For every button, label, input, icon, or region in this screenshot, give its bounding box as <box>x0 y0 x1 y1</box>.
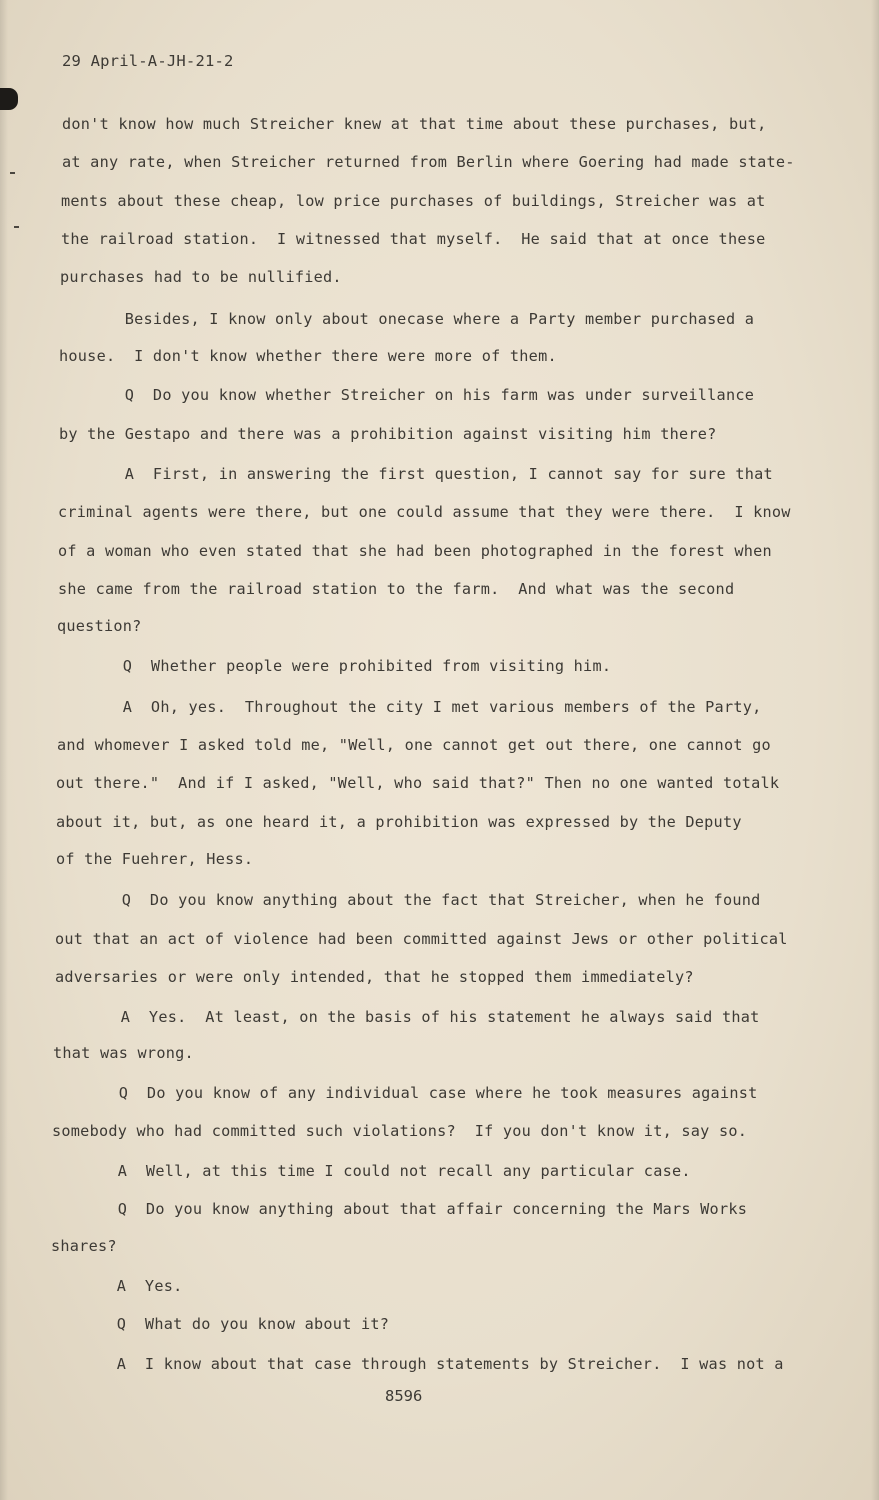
text-line: that was wrong. <box>53 1044 194 1062</box>
text-line: Q Do you know anything about that affair concerning the Mars Works <box>52 1200 748 1218</box>
margin-mark <box>10 172 15 174</box>
text-line: Besides, I know only about onecase where a Party member purchased a <box>59 310 755 328</box>
text-line: A Well, at this time I could not recall any particular case. <box>52 1162 691 1180</box>
text-line: somebody who had committed such violations? If you don't know it, say so. <box>52 1122 748 1140</box>
text-line: ments about these cheap, low price purchases of buildings, Streicher was at <box>61 192 766 210</box>
text-line: Q What do you know about it? <box>51 1315 390 1333</box>
margin-mark <box>14 226 19 228</box>
page-edge-shadow-left <box>0 0 8 1500</box>
text-line: A Yes. At least, on the basis of his statement he always said that <box>55 1008 760 1026</box>
text-line: and whomever I asked told me, "Well, one cannot get out there, one cannot go <box>57 736 771 754</box>
text-line: adversaries or were only intended, that he stopped them immediately? <box>55 968 694 986</box>
text-line: A Oh, yes. Throughout the city I met various members of the Party, <box>57 698 762 716</box>
text-line: A Yes. <box>51 1277 183 1295</box>
page-number: 8596 <box>385 1387 423 1405</box>
text-line: house. I don't know whether there were more of them. <box>59 347 557 365</box>
text-line: by the Gestapo and there was a prohibition against visiting him there? <box>59 425 717 443</box>
text-line: about it, but, as one heard it, a prohibition was expressed by the Deputy <box>56 813 742 831</box>
text-line: of the Fuehrer, Hess. <box>56 850 254 868</box>
text-line: the railroad station. I witnessed that myself. He said that at once these <box>61 230 766 248</box>
page-edge-shadow-right <box>871 0 879 1500</box>
text-line: A First, in answering the first question, I cannot say for sure that <box>59 465 773 483</box>
text-line: purchases had to be nullified. <box>60 268 342 286</box>
text-line: Q Do you know whether Streicher on his farm was under surveillance <box>59 386 755 404</box>
text-line: question? <box>57 617 142 635</box>
text-line: A I know about that case through statements by Streicher. I was not a <box>51 1355 784 1373</box>
text-line: she came from the railroad station to the farm. And what was the second <box>58 580 735 598</box>
text-line: at any rate, when Streicher returned from Berlin where Goering had made state- <box>62 153 795 171</box>
text-line: shares? <box>51 1237 117 1255</box>
text-line: Q Do you know of any individual case where he took measures against <box>53 1084 758 1102</box>
text-line: Q Do you know anything about the fact that Streicher, when he found <box>56 891 761 909</box>
binder-hole <box>0 88 18 110</box>
text-line: don't know how much Streicher knew at that time about these purchases, but, <box>62 115 767 133</box>
text-line: out there." And if I asked, "Well, who said that?" Then no one wanted totalk <box>56 774 780 792</box>
text-line: Q Whether people were prohibited from visiting him. <box>57 657 612 675</box>
text-line: out that an act of violence had been committed against Jews or other political <box>55 930 788 948</box>
text-line: of a woman who even stated that she had been photographed in the forest when <box>58 542 772 560</box>
text-line: criminal agents were there, but one could assume that they were there. I know <box>58 503 791 521</box>
document-reference: 29 April-A-JH-21-2 <box>62 52 234 70</box>
